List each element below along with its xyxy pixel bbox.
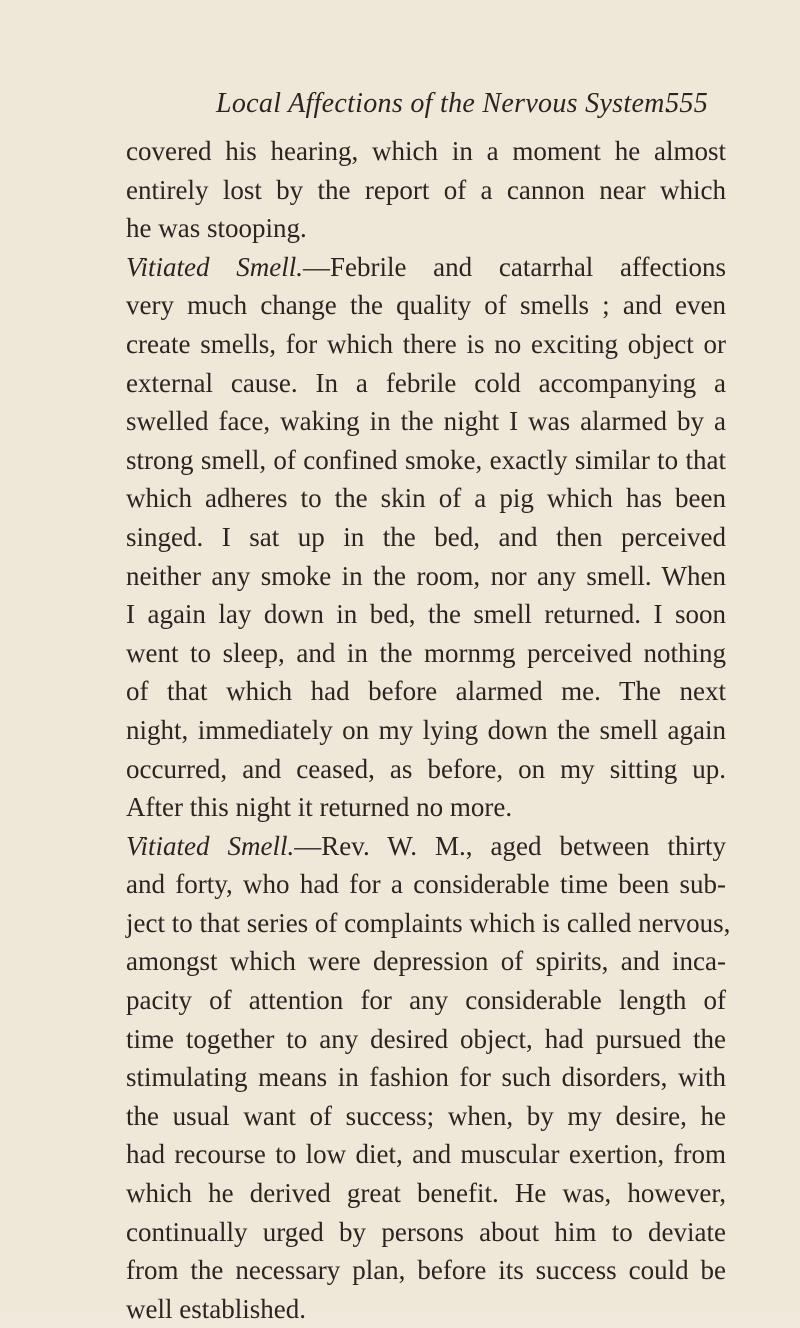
text-line: had recourse to low diet, and muscular exertion, from — [126, 1139, 726, 1170]
text-line: covered his hearing, which in a moment he almost — [126, 136, 726, 166]
text-line: which he derived great benefit. He was, however, — [126, 1178, 726, 1209]
text-line: After this night it returned no more. — [126, 792, 513, 823]
text-line: he was stooping. — [126, 213, 307, 244]
header-title: Local Affections of the Nervous System. — [216, 88, 673, 119]
text-line: entirely lost by the report of a cannon near which — [126, 174, 726, 205]
text-fragment: —Febrile and catarrhal affections — [302, 251, 726, 282]
paragraph-1 — [126, 132, 726, 248]
text-line: of that which had before alarmed me. The next — [126, 676, 726, 707]
running-header — [216, 88, 716, 120]
paragraph-3 — [126, 827, 731, 1328]
text-line: singed. I sat up in the bed, and then perceived — [126, 521, 726, 552]
text-line: ject to that series of complaints which is called nervous, — [126, 907, 731, 938]
text-line: the usual want of success; when, by my desire, he — [126, 1100, 726, 1131]
text-line: went to sleep, and in the mornmg perceived nothing — [126, 637, 726, 668]
text-line: external cause. In a febrile cold accompanying a — [126, 367, 726, 398]
text-line: pacity of attention for any considerable length of — [126, 985, 726, 1016]
text-line — [126, 827, 726, 866]
section-label: Vitiated Smell. — [126, 830, 295, 861]
text-line: neither any smoke in the room, nor any smell. When — [126, 560, 726, 591]
text-line: I again lay down in bed, the smell returned. I soon — [126, 599, 726, 630]
text-line: and forty, who had for a considerable time been sub- — [126, 869, 726, 900]
text-fragment: —Rev. W. M., aged between thirty — [294, 830, 726, 861]
section-label: Vitiated Smell. — [126, 251, 303, 282]
text-line: night, immediately on my lying down the smell again — [126, 714, 726, 745]
text-line: from the necessary plan, before its success could be — [126, 1255, 726, 1286]
text-line: swelled face, waking in the night I was alarmed by a — [126, 406, 726, 437]
text-line — [126, 248, 726, 287]
text-line: very much change the quality of smells ; and even — [126, 290, 726, 321]
body-text — [126, 132, 731, 1328]
paragraph-2 — [126, 248, 726, 827]
text-line: stimulating means in fashion for such disorders, with — [126, 1062, 726, 1093]
text-line: create smells, for which there is no exciting object or — [126, 328, 726, 359]
text-line: time together to any desired object, had pursued the — [126, 1023, 726, 1054]
text-line: strong smell, of confined smoke, exactly similar to that — [126, 444, 726, 475]
text-line: well established. — [126, 1293, 306, 1324]
text-line: which adheres to the skin of a pig which has been — [126, 483, 726, 514]
text-line: continually urged by persons about him to deviate — [126, 1216, 726, 1247]
page-number: 555 — [665, 88, 708, 119]
text-line: occurred, and ceased, as before, on my sitting up. — [126, 753, 726, 784]
text-line: amongst which were depression of spirits, and inca- — [126, 946, 726, 977]
